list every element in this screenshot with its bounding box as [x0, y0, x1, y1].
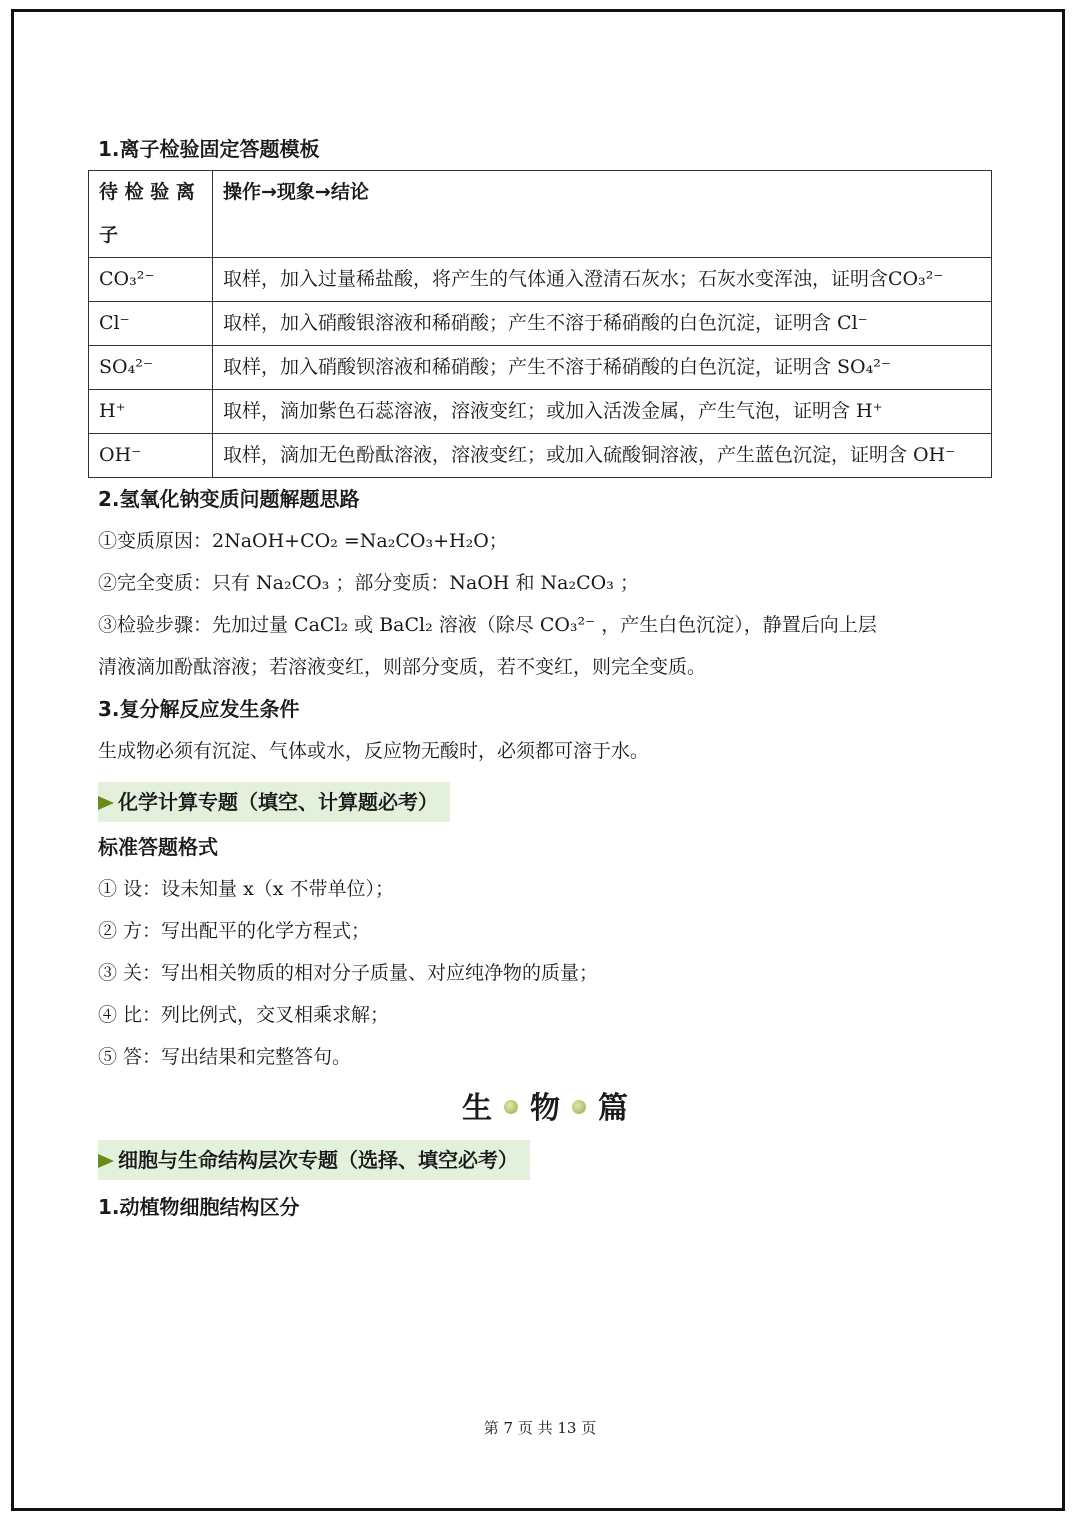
- table-row: [89, 302, 992, 346]
- table-row: [89, 390, 992, 434]
- table-cell-ion: H⁺: [89, 390, 213, 434]
- calc-step: ④ 比：列比例式，交叉相乘求解；: [98, 1004, 390, 1026]
- ion-test-table: [88, 170, 992, 478]
- biology-title: [98, 1084, 992, 1134]
- double-decomposition-text: 生成物必须有沉淀、气体或水，反应物无酸时，必须都可溶于水。: [98, 740, 650, 762]
- table-cell-procedure: 取样，滴加紫色石蕊溶液，溶液变红；或加入活泼金属，产生气泡，证明含 H⁺: [213, 390, 992, 434]
- calc-subtitle: 标准答题格式: [98, 835, 218, 859]
- calc-step: ① 设：设未知量 x（x 不带单位）；: [98, 878, 395, 900]
- table-header-procedure: 操作→现象→结论: [213, 171, 992, 258]
- arrow-icon: [98, 1154, 114, 1168]
- page-content: [98, 128, 992, 1228]
- table-cell-procedure: 取样，加入硝酸银溶液和稀硝酸；产生不溶于稀硝酸的白色沉淀，证明含 Cl⁻: [213, 302, 992, 346]
- table-row: [89, 346, 992, 390]
- table-cell-ion: CO₃²⁻: [89, 258, 213, 302]
- naoh-line-3a: ③检验步骤：先加过量 CaCl₂ 或 BaCl₂ 溶液（除尽 CO₃²⁻ ，产生白色沉淀），静置后向上层: [98, 614, 877, 636]
- table-cell-ion: SO₄²⁻: [89, 346, 213, 390]
- biology-title-char: 物: [530, 1091, 560, 1126]
- naoh-line-2: ②完全变质：只有 Na₂CO₃ ；部分变质：NaOH 和 Na₂CO₃ ；: [98, 572, 639, 594]
- cell-subtitle: 1.动植物细胞结构区分: [98, 1195, 300, 1219]
- table-cell-procedure: 取样，滴加无色酚酞溶液，溶液变红；或加入硫酸铜溶液，产生蓝色沉淀，证明含 OH⁻: [213, 434, 992, 478]
- table-row: [89, 434, 992, 478]
- calc-step: ③ 关：写出相关物质的相对分子质量、对应纯净物的质量；: [98, 962, 599, 984]
- table-header-row: [89, 171, 992, 258]
- table-cell-ion: OH⁻: [89, 434, 213, 478]
- table-cell-ion: Cl⁻: [89, 302, 213, 346]
- naoh-line-1: ①变质原因：2NaOH+CO₂ =Na₂CO₃+H₂O；: [98, 530, 508, 552]
- table-cell-procedure: 取样，加入过量稀盐酸，将产生的气体通入澄清石灰水；石灰水变浑浊，证明含CO₃²⁻: [213, 258, 992, 302]
- cell-section-heading: [98, 1140, 530, 1180]
- biology-title-char: 篇: [598, 1091, 628, 1126]
- dot-icon: [572, 1100, 586, 1114]
- biology-title-char: 生: [462, 1091, 492, 1126]
- section-title-ion-test: 1.离子检验固定答题模板: [98, 137, 320, 161]
- section-title-double-decomposition: 3.复分解反应发生条件: [98, 697, 300, 721]
- table-cell-procedure: 取样，加入硝酸钡溶液和稀硝酸；产生不溶于稀硝酸的白色沉淀，证明含 SO₄²⁻: [213, 346, 992, 390]
- calc-step: ② 方：写出配平的化学方程式；: [98, 920, 371, 942]
- calc-section-heading: [98, 782, 450, 822]
- cell-heading-text: 细胞与生命结构层次专题（选择、填空必考）: [118, 1148, 518, 1172]
- page-footer: 第 7 页 共 13 页: [483, 1419, 597, 1437]
- arrow-icon: [98, 796, 114, 810]
- table-row: [89, 258, 992, 302]
- naoh-line-3b: 清液滴加酚酞溶液；若溶液变红，则部分变质，若不变红，则完全变质。: [98, 656, 707, 678]
- calc-heading-text: 化学计算专题（填空、计算题必考）: [118, 790, 438, 814]
- dot-icon: [504, 1100, 518, 1114]
- table-header-ion: 待 检 验 离 子: [89, 171, 213, 258]
- section-title-naoh: 2.氢氧化钠变质问题解题思路: [98, 487, 360, 511]
- calc-step: ⑤ 答：写出结果和完整答句。: [98, 1046, 352, 1068]
